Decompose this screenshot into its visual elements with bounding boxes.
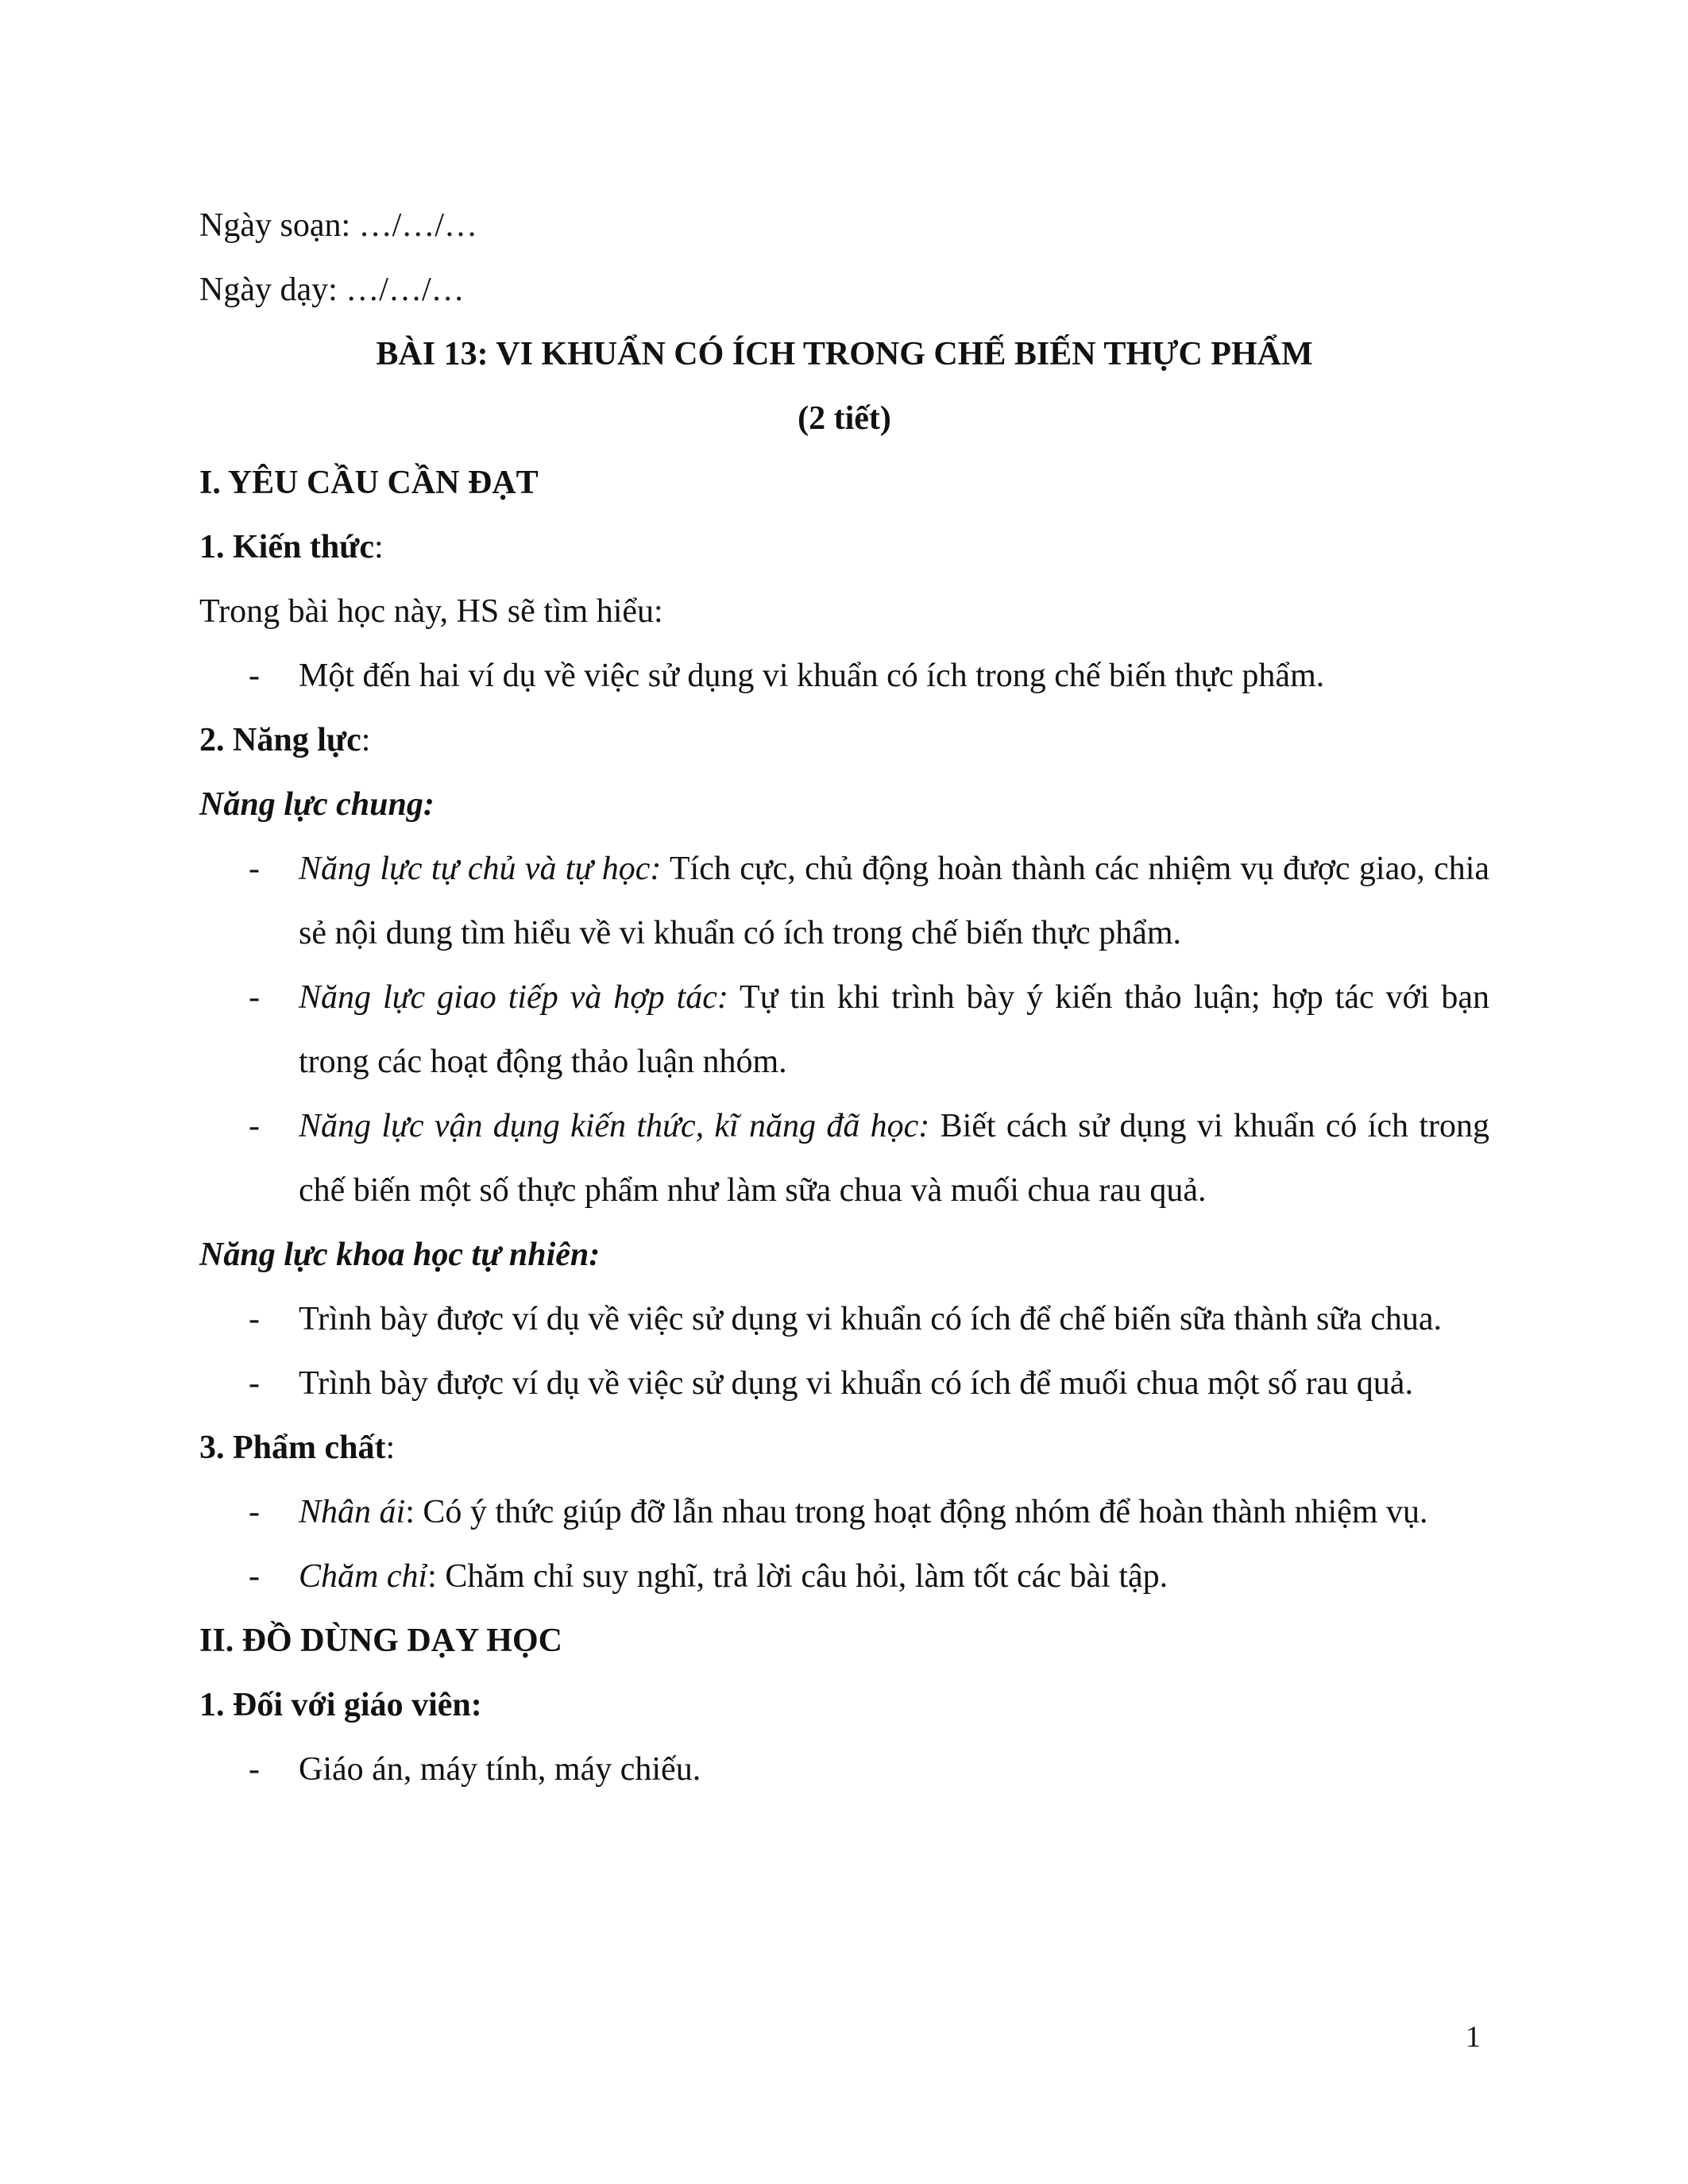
item-body: : Có ý thức giúp đỡ lẫn nhau trong hoạt động nhóm để hoàn thành nhiệm vụ. [405, 1494, 1428, 1530]
item-body: Tự tin khi trình bày ý kiến thảo luận; hợp tác với bạn trong các hoạt động thảo luận nhóm. [299, 979, 1489, 1080]
giao-vien-item-text: Giáo án, máy tính, máy chiếu. [299, 1751, 701, 1788]
giao-vien-heading: 1. Đối với giáo viên: [199, 1687, 482, 1723]
bullet-dash: - [249, 1494, 260, 1530]
kien-thuc-label: 1. Kiến thức [199, 529, 375, 565]
nang-luc-chung-item-text [299, 837, 1489, 966]
bullet-dash: - [249, 1751, 260, 1788]
item-lead: Năng lực tự chủ và tự học: [299, 851, 662, 887]
nang-luc-khtn-item-text: Trình bày được ví dụ về việc sử dụng vi khuẩn có ích để chế biến sữa thành sữa chua. [299, 1301, 1443, 1337]
pham-chat-item-text [299, 1545, 1489, 1609]
pham-chat-heading [199, 1416, 1489, 1480]
lesson-duration: (2 tiết) [798, 400, 891, 437]
ngay-day: Ngày dạy: …/…/… [199, 272, 465, 308]
nang-luc-khtn-item-text: Trình bày được ví dụ về việc sử dụng vi khuẩn có ích để muối chua một số rau quả. [299, 1365, 1413, 1402]
nang-luc-chung-item [199, 1094, 1489, 1223]
kien-thuc-item-text: Một đến hai ví dụ về việc sử dụng vi khuẩn có ích trong chế biến thực phẩm. [299, 658, 1325, 694]
nang-luc-chung-item-text [299, 1094, 1489, 1223]
kien-thuc-item [199, 644, 1489, 708]
bullet-dash: - [249, 1301, 260, 1337]
item-body: Biết cách sử dụng vi khuẩn có ích trong chế biến một số thực phẩm như làm sữa chua và muối chua rau quả. [299, 1108, 1489, 1209]
bullet-dash: - [249, 851, 260, 887]
nang-luc-khtn-item [199, 1352, 1489, 1416]
nang-luc-chung-item-text [299, 966, 1489, 1094]
nang-luc-label: 2. Năng lực [199, 722, 361, 758]
document-page [199, 194, 1489, 1802]
bullet-dash: - [249, 1558, 260, 1595]
section-2-heading: II. ĐỒ DÙNG DẠY HỌC [199, 1623, 562, 1659]
nang-luc-chung-heading: Năng lực chung: [199, 786, 435, 823]
item-body: : Chăm chỉ suy nghĩ, trả lời câu hỏi, làm tốt các bài tập. [427, 1558, 1168, 1595]
section-1-heading: I. YÊU CẦU CẦN ĐẠT [199, 465, 539, 501]
giao-vien-item [199, 1738, 1489, 1802]
item-lead: Năng lực vận dụng kiến thức, kĩ năng đã học: [299, 1108, 930, 1144]
bullet-dash: - [249, 1365, 260, 1402]
kien-thuc-intro: Trong bài học này, HS sẽ tìm hiểu: [199, 593, 663, 630]
nang-luc-chung-item [199, 966, 1489, 1094]
item-lead: Chăm chỉ [299, 1558, 428, 1595]
kien-thuc-heading [199, 515, 1489, 580]
ngay-soan: Ngày soạn: …/…/… [199, 207, 477, 244]
bullet-dash: - [249, 658, 260, 694]
nang-luc-chung-item [199, 837, 1489, 966]
pham-chat-label: 3. Phẩm chất [199, 1430, 386, 1466]
nang-luc-khtn-item [199, 1287, 1489, 1352]
nang-luc-khtn-heading: Năng lực khoa học tự nhiên: [199, 1237, 601, 1273]
lesson-title: BÀI 13: VI KHUẨN CÓ ÍCH TRONG CHẾ BIẾN THỰC PHẨM [376, 336, 1313, 372]
item-lead: Năng lực giao tiếp và hợp tác: [299, 979, 728, 1016]
kien-thuc-colon: : [374, 529, 384, 565]
nang-luc-heading [199, 708, 1489, 773]
nang-luc-colon: : [361, 722, 371, 758]
pham-chat-colon: : [385, 1430, 396, 1466]
page-number: 1 [1466, 2020, 1481, 2054]
item-body: Tích cực, chủ động hoàn thành các nhiệm vụ được giao, chia sẻ nội dung tìm hiểu về vi khuẩn có ích trong chế biến thực phẩm. [299, 851, 1489, 951]
bullet-dash: - [249, 979, 260, 1016]
item-lead: Nhân ái [299, 1494, 406, 1530]
pham-chat-item [199, 1545, 1489, 1609]
pham-chat-item-text [299, 1480, 1489, 1545]
bullet-dash: - [249, 1108, 260, 1144]
pham-chat-item [199, 1480, 1489, 1545]
